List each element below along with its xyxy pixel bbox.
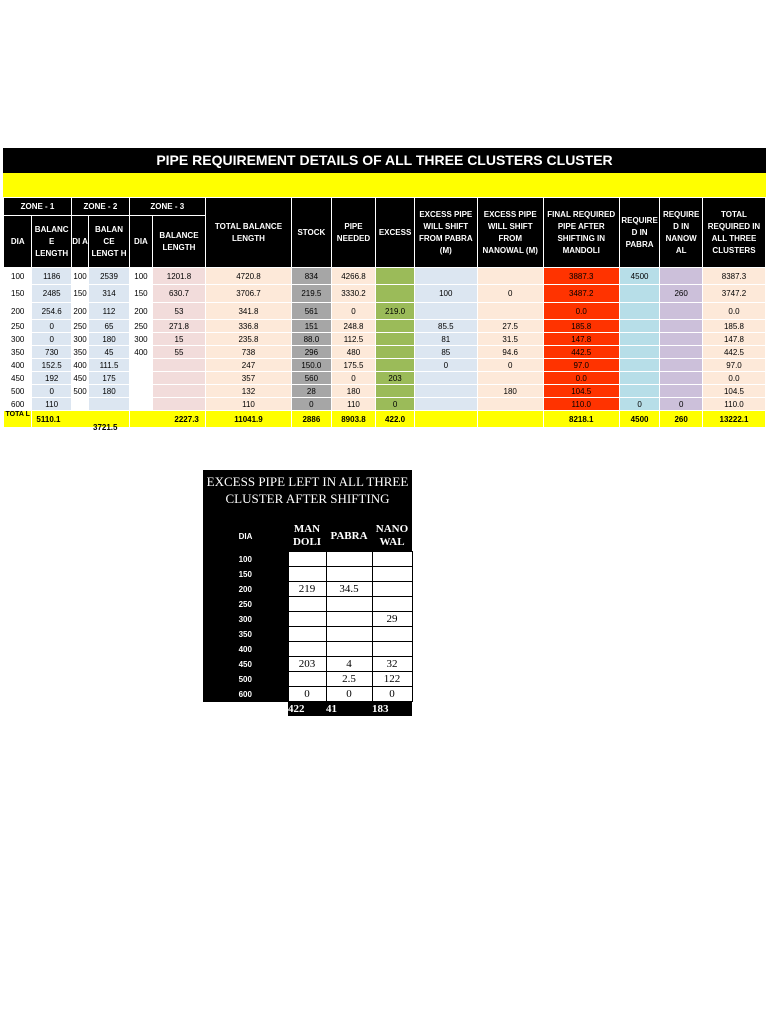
balance-1: 152.5 xyxy=(32,359,72,372)
excess-total-row xyxy=(203,702,412,717)
pabra-header: PABRA xyxy=(326,521,372,552)
final-required: 97.0 xyxy=(543,359,619,372)
total-required: 3747.2 xyxy=(702,285,765,303)
excess-header: EXCESS xyxy=(376,198,415,268)
total-required: 110.0 xyxy=(702,398,765,411)
nanowal-total: 183 xyxy=(372,702,412,717)
balance-2: 175 xyxy=(89,372,130,385)
balance-3: 630.7 xyxy=(153,285,206,303)
total-required: 442.5 xyxy=(702,346,765,359)
total-pipe-needed: 8903.8 xyxy=(331,411,376,428)
nanowal-cell xyxy=(372,582,412,597)
excess-pabra xyxy=(414,372,477,385)
required-pabra xyxy=(619,385,660,398)
balance-3: 271.8 xyxy=(153,320,206,333)
balance-2: 111.5 xyxy=(89,359,130,372)
required-nanowal xyxy=(660,372,703,385)
balance-3 xyxy=(153,372,206,385)
balance-2: 2539 xyxy=(89,268,130,285)
pabra-cell xyxy=(326,567,372,582)
balance-3 xyxy=(153,359,206,372)
pipe-needed: 480 xyxy=(331,346,376,359)
nanowal-cell xyxy=(372,642,412,657)
final-required: 3887.3 xyxy=(543,268,619,285)
dia-3: 150 xyxy=(129,285,152,303)
stock: 560 xyxy=(292,372,332,385)
balance-2: 180 xyxy=(89,385,130,398)
table-row xyxy=(203,642,412,657)
dia-2: 350 xyxy=(73,347,87,357)
required-pabra xyxy=(619,372,660,385)
excess-nanowal: 31.5 xyxy=(477,333,543,346)
table-row xyxy=(203,627,412,642)
mandoli-cell xyxy=(288,642,326,657)
excess xyxy=(376,346,415,359)
nanowal-cell xyxy=(372,567,412,582)
total-required: 185.8 xyxy=(702,320,765,333)
balance-1: 110 xyxy=(32,398,72,411)
dia-1: 400 xyxy=(4,359,32,372)
excess-pabra: 100 xyxy=(414,285,477,303)
mandoli-cell xyxy=(288,672,326,687)
table-row xyxy=(203,672,412,687)
zone-2-header: ZONE - 2 xyxy=(71,198,129,216)
dia-cell: 250 xyxy=(203,597,288,612)
balance-2: 314 xyxy=(89,285,130,303)
zone-3-header: ZONE - 3 xyxy=(129,198,205,216)
table-row xyxy=(4,268,766,285)
excess: 0 xyxy=(376,398,415,411)
total-required: 0.0 xyxy=(702,372,765,385)
required-nanowal xyxy=(660,385,703,398)
mandoli-header: MAN DOLI xyxy=(288,521,326,552)
table-row xyxy=(4,320,766,333)
dia-2: 200 xyxy=(71,303,88,320)
pipe-needed: 0 xyxy=(331,372,376,385)
yellow-banner xyxy=(3,173,766,197)
table-row xyxy=(203,582,412,597)
balance-1: 0 xyxy=(32,320,72,333)
pabra-cell xyxy=(326,627,372,642)
balance-2: 180 xyxy=(89,333,130,346)
total-excess-pabra xyxy=(414,411,477,428)
total-balance-3: 2227.3 xyxy=(129,411,205,428)
pabra-cell: 2.5 xyxy=(326,672,372,687)
pipe-needed: 248.8 xyxy=(331,320,376,333)
dia-cell: 400 xyxy=(203,642,288,657)
table-row xyxy=(4,303,766,320)
excess xyxy=(376,359,415,372)
excess-nanowal: 180 xyxy=(477,385,543,398)
nanowal-cell xyxy=(372,597,412,612)
excess-nanowal: 94.6 xyxy=(477,346,543,359)
mandoli-cell xyxy=(288,612,326,627)
required-pabra xyxy=(619,333,660,346)
pipe-requirement-table xyxy=(3,197,766,428)
balance-length-1-header: BALANC E LENGTH xyxy=(32,216,72,268)
table-row xyxy=(203,567,412,582)
balance-1: 1186 xyxy=(32,268,72,285)
total-balance: 110 xyxy=(205,398,291,411)
dia-3 xyxy=(129,359,152,372)
excess-pabra: 81 xyxy=(414,333,477,346)
pabra-cell xyxy=(326,612,372,627)
required-pabra xyxy=(619,303,660,320)
pabra-cell xyxy=(326,552,372,567)
dia-header: DIA xyxy=(203,521,288,552)
dia-cell: 450 xyxy=(203,657,288,672)
dia-3 xyxy=(129,385,152,398)
mandoli-cell xyxy=(288,627,326,642)
balance-2: 45 xyxy=(89,346,130,359)
pipe-needed: 110 xyxy=(331,398,376,411)
excess-pipe-panel xyxy=(203,470,412,716)
dia-3: 250 xyxy=(129,320,152,333)
nanowal-cell: 122 xyxy=(372,672,412,687)
excess-nanowal xyxy=(477,303,543,320)
dia-3: 300 xyxy=(129,333,152,346)
dia-2 xyxy=(71,398,88,411)
stock: 296 xyxy=(292,346,332,359)
pabra-total: 41 xyxy=(326,702,372,717)
dia-2: 250 xyxy=(73,321,87,331)
excess-pabra: 0 xyxy=(414,359,477,372)
stock: 88.0 xyxy=(292,333,332,346)
mandoli-cell xyxy=(288,552,326,567)
total-required: 104.5 xyxy=(702,385,765,398)
zone-1-header: ZONE - 1 xyxy=(4,198,72,216)
required-nanowal: 260 xyxy=(660,285,703,303)
excess xyxy=(376,385,415,398)
excess-nanowal-header: EXCESS PIPE WILL SHIFT FROM NANOWAL (M) xyxy=(477,198,543,268)
excess-nanowal: 0 xyxy=(477,359,543,372)
required-pabra-header: REQUIRE D IN PABRA xyxy=(619,198,660,268)
nanowal-cell: 0 xyxy=(372,687,412,702)
nanowal-cell: 32 xyxy=(372,657,412,672)
required-nanowal xyxy=(660,320,703,333)
nanowal-cell xyxy=(372,552,412,567)
required-nanowal xyxy=(660,359,703,372)
stock-header: STOCK xyxy=(292,198,332,268)
table-row xyxy=(203,552,412,567)
total-label: TOTA L xyxy=(4,411,32,428)
table-row xyxy=(203,597,412,612)
total-required: 8387.3 xyxy=(702,268,765,285)
total-balance: 336.8 xyxy=(205,320,291,333)
final-required: 0.0 xyxy=(543,372,619,385)
final-required: 3487.2 xyxy=(543,285,619,303)
dia-cell: 350 xyxy=(203,627,288,642)
mandoli-total: 422 xyxy=(288,702,326,717)
stock: 151 xyxy=(292,320,332,333)
dia-1: 250 xyxy=(4,320,32,333)
total-balance: 357 xyxy=(205,372,291,385)
excess xyxy=(376,268,415,285)
table-row xyxy=(203,612,412,627)
dia-3 xyxy=(129,398,152,411)
dia-1: 500 xyxy=(4,385,32,398)
final-required: 0.0 xyxy=(543,303,619,320)
excess: 219.0 xyxy=(376,303,415,320)
excess-pabra: 85 xyxy=(414,346,477,359)
required-nanowal xyxy=(660,268,703,285)
total-required: 147.8 xyxy=(702,333,765,346)
dia-2: 450 xyxy=(73,373,87,383)
dia-2: 100 xyxy=(71,268,88,285)
dia-cell: 300 xyxy=(203,612,288,627)
pipe-needed: 175.5 xyxy=(331,359,376,372)
required-pabra: 0 xyxy=(619,398,660,411)
dia-2: 400 xyxy=(73,360,87,370)
dia-cell: 150 xyxy=(203,567,288,582)
balance-1: 192 xyxy=(32,372,72,385)
balance-2: 65 xyxy=(89,320,130,333)
table-row xyxy=(203,657,412,672)
balance-1: 730 xyxy=(32,346,72,359)
total-stock: 2886 xyxy=(292,411,332,428)
balance-3: 1201.8 xyxy=(153,268,206,285)
dia-1: 300 xyxy=(4,333,32,346)
dia-cell: 600 xyxy=(203,687,288,702)
excess-pabra xyxy=(414,303,477,320)
total-row xyxy=(4,411,766,428)
final-required: 442.5 xyxy=(543,346,619,359)
dia-3: 400 xyxy=(129,346,152,359)
excess-nanowal: 27.5 xyxy=(477,320,543,333)
dia-cell: 500 xyxy=(203,672,288,687)
stock: 561 xyxy=(292,303,332,320)
total-balance: 4720.8 xyxy=(205,268,291,285)
excess-nanowal: 0 xyxy=(477,285,543,303)
pabra-cell xyxy=(326,642,372,657)
stock: 219.5 xyxy=(292,285,332,303)
total-balance: 247 xyxy=(205,359,291,372)
dia-3 xyxy=(129,372,152,385)
required-nanowal xyxy=(660,346,703,359)
balance-3: 53 xyxy=(153,303,206,320)
excess-nanowal xyxy=(477,372,543,385)
excess-nanowal xyxy=(477,398,543,411)
excess-table-title: EXCESS PIPE LEFT IN ALL THREE CLUSTER AFTER SHIFTING xyxy=(203,470,412,521)
pabra-cell: 0 xyxy=(326,687,372,702)
balance-3 xyxy=(153,385,206,398)
excess-pabra xyxy=(414,268,477,285)
pipe-needed: 180 xyxy=(331,385,376,398)
stock: 150.0 xyxy=(292,359,332,372)
total-balance: 3706.7 xyxy=(205,285,291,303)
excess-pabra: 85.5 xyxy=(414,320,477,333)
required-nanowal: 0 xyxy=(660,398,703,411)
mandoli-cell xyxy=(288,597,326,612)
final-required: 147.8 xyxy=(543,333,619,346)
total-final-required: 8218.1 xyxy=(543,411,619,428)
dia-1: 100 xyxy=(4,268,32,285)
dia-2-header: DI A xyxy=(71,216,88,268)
dia-1: 200 xyxy=(4,303,32,320)
required-pabra xyxy=(619,285,660,303)
required-pabra xyxy=(619,320,660,333)
excess xyxy=(376,320,415,333)
excess: 203 xyxy=(376,372,415,385)
dia-1: 350 xyxy=(4,346,32,359)
table-row xyxy=(4,346,766,359)
sheet-title: PIPE REQUIREMENT DETAILS OF ALL THREE CLUSTERS CLUSTER xyxy=(3,148,766,173)
total-required-header: TOTAL REQUIRED IN ALL THREE CLUSTERS xyxy=(702,198,765,268)
mandoli-cell: 203 xyxy=(288,657,326,672)
pipe-needed: 112.5 xyxy=(331,333,376,346)
dia-1: 600 xyxy=(4,398,32,411)
required-pabra xyxy=(619,359,660,372)
balance-1: 2485 xyxy=(32,285,72,303)
excess-total-blank xyxy=(203,702,288,717)
total-balance: 738 xyxy=(205,346,291,359)
dia-3: 200 xyxy=(129,303,152,320)
required-pabra xyxy=(619,346,660,359)
excess xyxy=(376,333,415,346)
required-nanowal xyxy=(660,303,703,320)
final-required: 185.8 xyxy=(543,320,619,333)
pipe-needed: 0 xyxy=(331,303,376,320)
balance-3 xyxy=(153,398,206,411)
mandoli-cell xyxy=(288,567,326,582)
total-required-pabra: 4500 xyxy=(619,411,660,428)
table-row xyxy=(4,372,766,385)
nanowal-cell: 29 xyxy=(372,612,412,627)
excess-pabra xyxy=(414,385,477,398)
balance-1: 0 xyxy=(32,385,72,398)
mandoli-cell: 0 xyxy=(288,687,326,702)
dia-2: 150 xyxy=(71,285,88,303)
balance-2 xyxy=(89,398,130,411)
pipe-requirement-sheet xyxy=(3,148,766,428)
total-balance: 235.8 xyxy=(205,333,291,346)
dia-3: 100 xyxy=(129,268,152,285)
balance-3: 15 xyxy=(153,333,206,346)
total-required: 0.0 xyxy=(702,303,765,320)
zone-2-total-value: 3721.5 xyxy=(93,423,118,432)
table-row xyxy=(4,385,766,398)
dia-2: 500 xyxy=(73,386,87,396)
total-balance-length-header: TOTAL BALANCE LENGTH xyxy=(205,198,291,268)
dia-cell: 200 xyxy=(203,582,288,597)
total-required-nanowal: 260 xyxy=(660,411,703,428)
table-row xyxy=(4,359,766,372)
balance-length-2-header: BALAN CE LENGT H xyxy=(89,216,130,268)
balance-1: 254.6 xyxy=(32,303,72,320)
table-row xyxy=(203,687,412,702)
total-excess: 422.0 xyxy=(376,411,415,428)
excess-pipe-table xyxy=(203,521,413,716)
final-required: 104.5 xyxy=(543,385,619,398)
stock: 834 xyxy=(292,268,332,285)
total-balance: 132 xyxy=(205,385,291,398)
balance-3: 55 xyxy=(153,346,206,359)
stock: 28 xyxy=(292,385,332,398)
pipe-needed: 4266.8 xyxy=(331,268,376,285)
nanowal-cell xyxy=(372,627,412,642)
pabra-cell: 34.5 xyxy=(326,582,372,597)
required-pabra: 4500 xyxy=(619,268,660,285)
dia-2: 300 xyxy=(73,334,87,344)
required-nanowal-header: REQUIRE D IN NANOW AL xyxy=(660,198,703,268)
dia-cell: 100 xyxy=(203,552,288,567)
total-balance-1: 5110.1 xyxy=(32,411,129,428)
table-row xyxy=(4,333,766,346)
total-balance-all: 11041.9 xyxy=(205,411,291,428)
total-required-all: 13222.1 xyxy=(702,411,765,428)
total-required: 97.0 xyxy=(702,359,765,372)
dia-1: 150 xyxy=(4,285,32,303)
balance-2: 112 xyxy=(89,303,130,320)
dia-3-header: DIA xyxy=(129,216,152,268)
pipe-needed: 3330.2 xyxy=(331,285,376,303)
excess-pabra-header: EXCESS PIPE WILL SHIFT FROM PABRA (M) xyxy=(414,198,477,268)
pabra-cell: 4 xyxy=(326,657,372,672)
excess xyxy=(376,285,415,303)
dia-1: 450 xyxy=(4,372,32,385)
table-row xyxy=(4,398,766,411)
mandoli-cell: 219 xyxy=(288,582,326,597)
balance-length-3-header: BALANCE LENGTH xyxy=(153,216,206,268)
final-required: 110.0 xyxy=(543,398,619,411)
stock: 0 xyxy=(292,398,332,411)
total-excess-nanowal xyxy=(477,411,543,428)
nanowal-header: NANO WAL xyxy=(372,521,412,552)
total-balance: 341.8 xyxy=(205,303,291,320)
balance-1: 0 xyxy=(32,333,72,346)
required-nanowal xyxy=(660,333,703,346)
dia-1-header: DIA xyxy=(4,216,32,268)
final-required-header: FINAL REQUIRED PIPE AFTER SHIFTING IN MANDOLI xyxy=(543,198,619,268)
excess-nanowal xyxy=(477,268,543,285)
pipe-needed-header: PIPE NEEDED xyxy=(331,198,376,268)
pabra-cell xyxy=(326,597,372,612)
excess-pabra xyxy=(414,398,477,411)
table-row xyxy=(4,285,766,303)
